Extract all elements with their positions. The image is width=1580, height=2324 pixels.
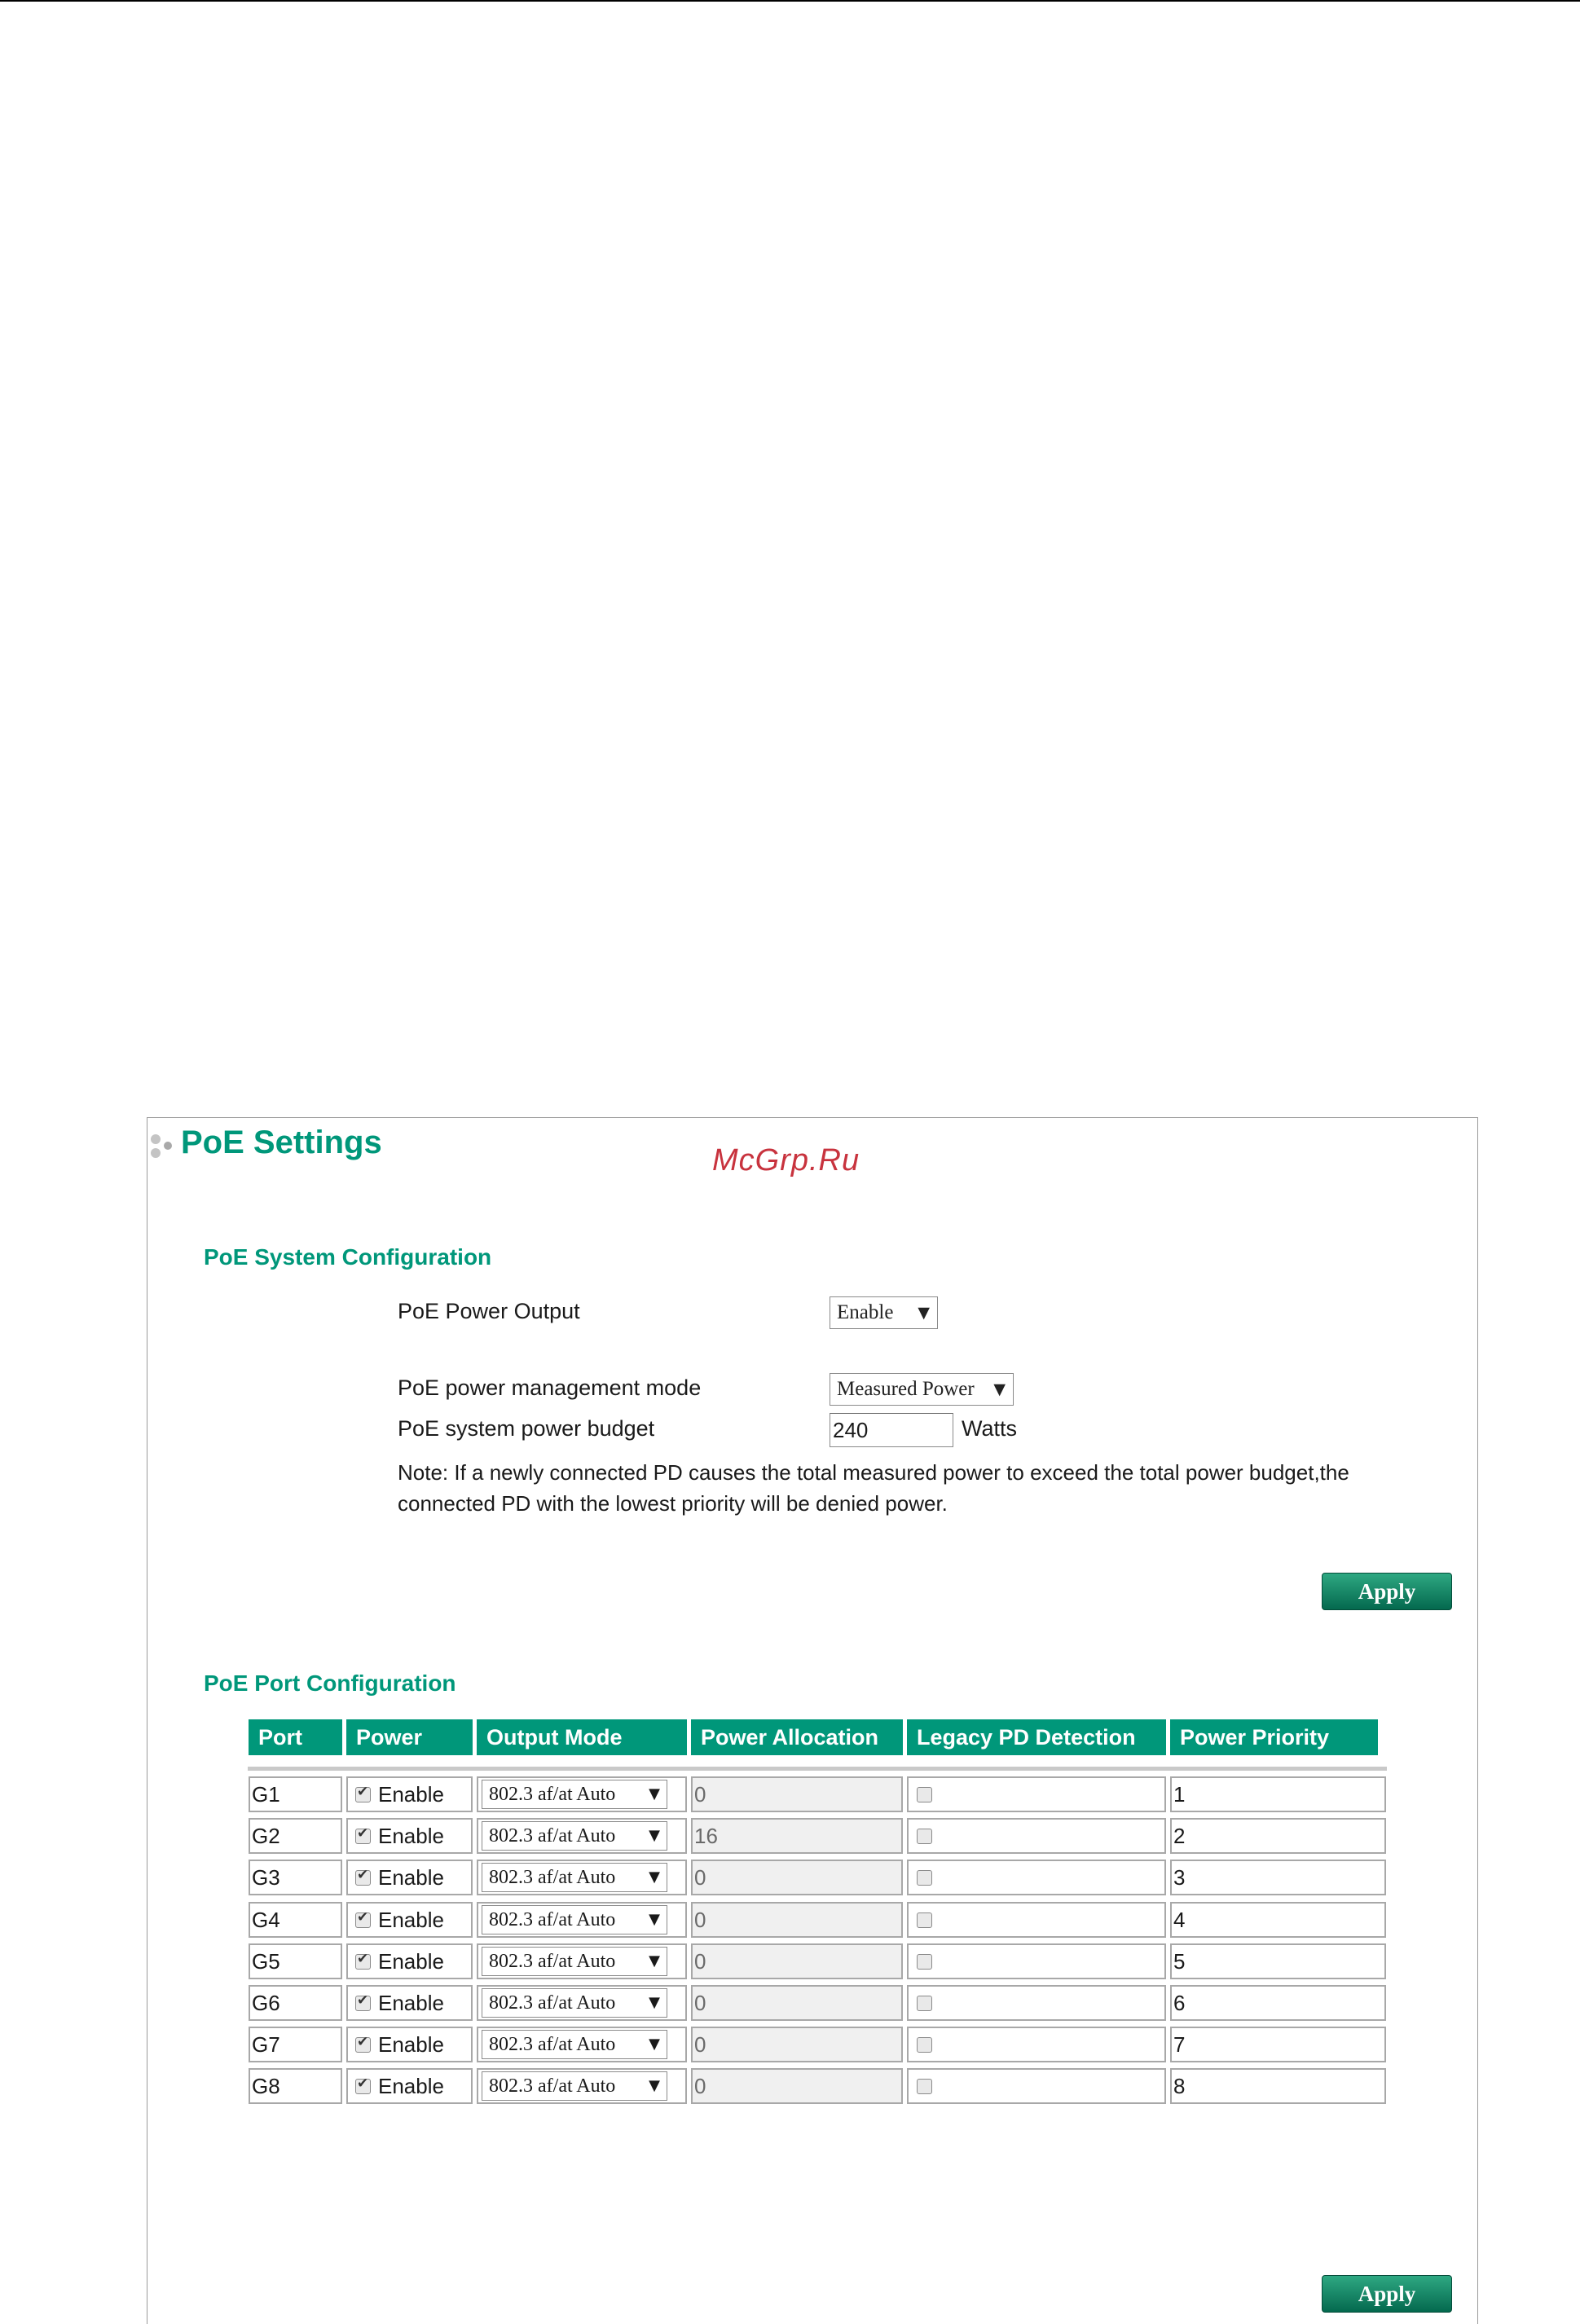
power-allocation-value: 0 [694,1864,706,1890]
output-mode-cell [477,2027,687,2062]
power-priority-value: 7 [1173,2031,1186,2057]
power-output-label: PoE Power Output [398,1299,580,1323]
output-mode-value: 802.3 af/at Auto [489,1908,616,1930]
col-header-power-allocation: Power Allocation [691,1719,903,1755]
output-mode-value: 802.3 af/at Auto [489,1992,616,2014]
port-cell [249,1860,342,1895]
power-allocation-field [691,1860,903,1895]
output-mode-value: 802.3 af/at Auto [489,2033,616,2055]
legacy-pd-checkbox[interactable] [917,1912,932,1928]
power-enable-label: Enable [378,1948,444,1974]
power-allocation-value: 0 [694,2073,706,2098]
output-mode-select[interactable] [482,1988,667,2018]
power-allocation-value: 0 [694,1948,706,1974]
port-cell [249,1902,342,1938]
output-mode-cell [477,1818,687,1854]
power-enable-checkbox[interactable] [355,2079,371,2094]
power-allocation-field [691,1776,903,1812]
power-allocation-value: 0 [694,1990,706,2015]
legacy-pd-checkbox[interactable] [917,1996,932,2011]
output-mode-value: 802.3 af/at Auto [489,1824,616,1846]
dropdown-arrow-icon: ▼ [649,2077,660,2094]
output-mode-select[interactable] [482,2030,667,2059]
power-allocation-value: 0 [694,1907,706,1932]
legacy-pd-cell [907,2027,1166,2062]
legacy-pd-cell [907,1818,1166,1854]
power-priority-input[interactable] [1170,1776,1386,1812]
note-line-2: connected PD with the lowest priority will be denied power. [398,1491,948,1516]
watermark-text: McGrp.Ru [712,1143,860,1177]
port-name: G5 [252,1948,280,1974]
col-header-output-mode: Output Mode [477,1719,687,1755]
legacy-pd-checkbox[interactable] [917,2037,932,2053]
power-enable-checkbox[interactable] [355,1787,371,1802]
power-allocation-value: 0 [694,1781,706,1807]
port-cell [249,2068,342,2104]
legacy-pd-cell [907,1776,1166,1812]
power-enable-checkbox[interactable] [355,1996,371,2011]
page-title: PoE Settings [181,1125,382,1160]
output-mode-value: 802.3 af/at Auto [489,1950,616,1972]
power-enable-label: Enable [378,1990,444,2015]
dropdown-arrow-icon: ▼ [649,2036,660,2053]
legacy-pd-checkbox[interactable] [917,1954,932,1970]
port-cell [249,1818,342,1854]
power-cell [346,2027,473,2062]
power-allocation-field [691,1985,903,2021]
output-mode-value: 802.3 af/at Auto [489,2075,616,2097]
management-mode-value: Measured Power [837,1378,975,1400]
power-budget-input[interactable] [830,1413,953,1447]
power-priority-input[interactable] [1170,2068,1386,2104]
port-name: G1 [252,1781,280,1807]
legacy-pd-checkbox[interactable] [917,1787,932,1802]
port-name: G8 [252,2073,280,2098]
power-cell [346,1776,473,1812]
dropdown-arrow-icon: ▼ [649,1952,660,1970]
dropdown-arrow-icon: ▼ [649,1868,660,1886]
power-priority-value: 4 [1173,1907,1186,1932]
dropdown-arrow-icon: ▼ [993,1380,1006,1398]
power-output-select[interactable] [830,1296,938,1329]
power-allocation-field [691,1902,903,1938]
power-enable-label: Enable [378,1823,444,1848]
output-mode-cell [477,1860,687,1895]
output-mode-select[interactable] [482,1821,667,1851]
port-cell [249,1776,342,1812]
output-mode-cell [477,1985,687,2021]
system-config-heading: PoE System Configuration [204,1244,492,1270]
power-enable-checkbox[interactable] [355,1870,371,1886]
port-name: G6 [252,1990,280,2015]
power-enable-checkbox[interactable] [355,1954,371,1970]
legacy-pd-cell [907,1943,1166,1979]
power-allocation-field [691,2068,903,2104]
port-name: G4 [252,1907,280,1932]
power-enable-label: Enable [378,1781,444,1807]
title-dots-icon [150,1133,178,1161]
power-enable-checkbox[interactable] [355,1912,371,1928]
legacy-pd-cell [907,2068,1166,2104]
power-priority-input[interactable] [1170,2027,1386,2062]
power-priority-input[interactable] [1170,1860,1386,1895]
dropdown-arrow-icon: ▼ [649,1785,660,1802]
output-mode-cell [477,1902,687,1938]
system-apply-button[interactable]: Apply [1322,1573,1452,1610]
output-mode-value: 802.3 af/at Auto [489,1866,616,1888]
power-priority-value: 1 [1173,1781,1186,1807]
page-top-rule [0,0,1580,2]
col-header-legacy-pd: Legacy PD Detection [907,1719,1166,1755]
port-name: G3 [252,1864,280,1890]
output-mode-select[interactable] [482,2071,667,2101]
power-cell [346,1943,473,1979]
output-mode-select[interactable] [482,1947,667,1976]
power-priority-value: 3 [1173,1864,1186,1890]
power-cell [346,2068,473,2104]
power-priority-input[interactable] [1170,1943,1386,1979]
power-cell [346,1985,473,2021]
output-mode-select[interactable] [482,1780,667,1809]
power-cell [346,1860,473,1895]
col-header-power-priority: Power Priority [1170,1719,1378,1755]
output-mode-cell [477,1776,687,1812]
power-enable-label: Enable [378,2073,444,2098]
power-enable-label: Enable [378,2031,444,2057]
power-budget-note [398,1457,1408,1519]
power-enable-checkbox[interactable] [355,2037,371,2053]
port-cell [249,2027,342,2062]
legacy-pd-checkbox[interactable] [917,1829,932,1844]
output-mode-cell [477,1943,687,1979]
legacy-pd-cell [907,1902,1166,1938]
col-header-power: Power [346,1719,473,1755]
power-output-value: Enable [837,1301,894,1323]
power-priority-value: 5 [1173,1948,1186,1974]
power-priority-value: 8 [1173,2073,1186,2098]
power-priority-input[interactable] [1170,1985,1386,2021]
port-cell [249,1985,342,2021]
legacy-pd-checkbox[interactable] [917,2079,932,2094]
power-allocation-field [691,2027,903,2062]
power-cell [346,1818,473,1854]
dropdown-arrow-icon: ▼ [649,1827,660,1844]
management-mode-label: PoE power management mode [398,1375,702,1400]
power-enable-label: Enable [378,1907,444,1932]
port-config-heading: PoE Port Configuration [204,1670,456,1696]
power-budget-value: 240 [833,1417,869,1442]
power-enable-label: Enable [378,1864,444,1890]
note-line-1: Note: If a newly connected PD causes the total measured power to exceed the total power budget,the [398,1460,1349,1485]
power-allocation-field [691,1943,903,1979]
power-cell [346,1902,473,1938]
dropdown-arrow-icon: ▼ [918,1304,930,1322]
power-priority-input[interactable] [1170,1818,1386,1854]
output-mode-select[interactable] [482,1905,667,1934]
port-apply-button[interactable]: Apply [1322,2275,1452,2313]
port-cell [249,1943,342,1979]
power-priority-value: 6 [1173,1990,1186,2015]
legacy-pd-cell [907,1985,1166,2021]
management-mode-select[interactable] [830,1373,1014,1406]
power-priority-value: 2 [1173,1823,1186,1848]
col-header-port: Port [249,1719,342,1755]
power-enable-checkbox[interactable] [355,1829,371,1844]
output-mode-value: 802.3 af/at Auto [489,1783,616,1805]
power-budget-unit: Watts [962,1416,1018,1441]
power-allocation-field [691,1818,903,1854]
power-priority-input[interactable] [1170,1902,1386,1938]
power-budget-label: PoE system power budget [398,1416,655,1441]
dropdown-arrow-icon: ▼ [649,1911,660,1928]
dropdown-arrow-icon: ▼ [649,1994,660,2011]
port-name: G2 [252,1823,280,1848]
power-allocation-value: 16 [694,1823,718,1848]
legacy-pd-cell [907,1860,1166,1895]
power-allocation-value: 0 [694,2031,706,2057]
port-name: G7 [252,2031,280,2057]
legacy-pd-checkbox[interactable] [917,1870,932,1886]
output-mode-select[interactable] [482,1863,667,1892]
output-mode-cell [477,2068,687,2104]
header-divider [248,1767,1387,1771]
